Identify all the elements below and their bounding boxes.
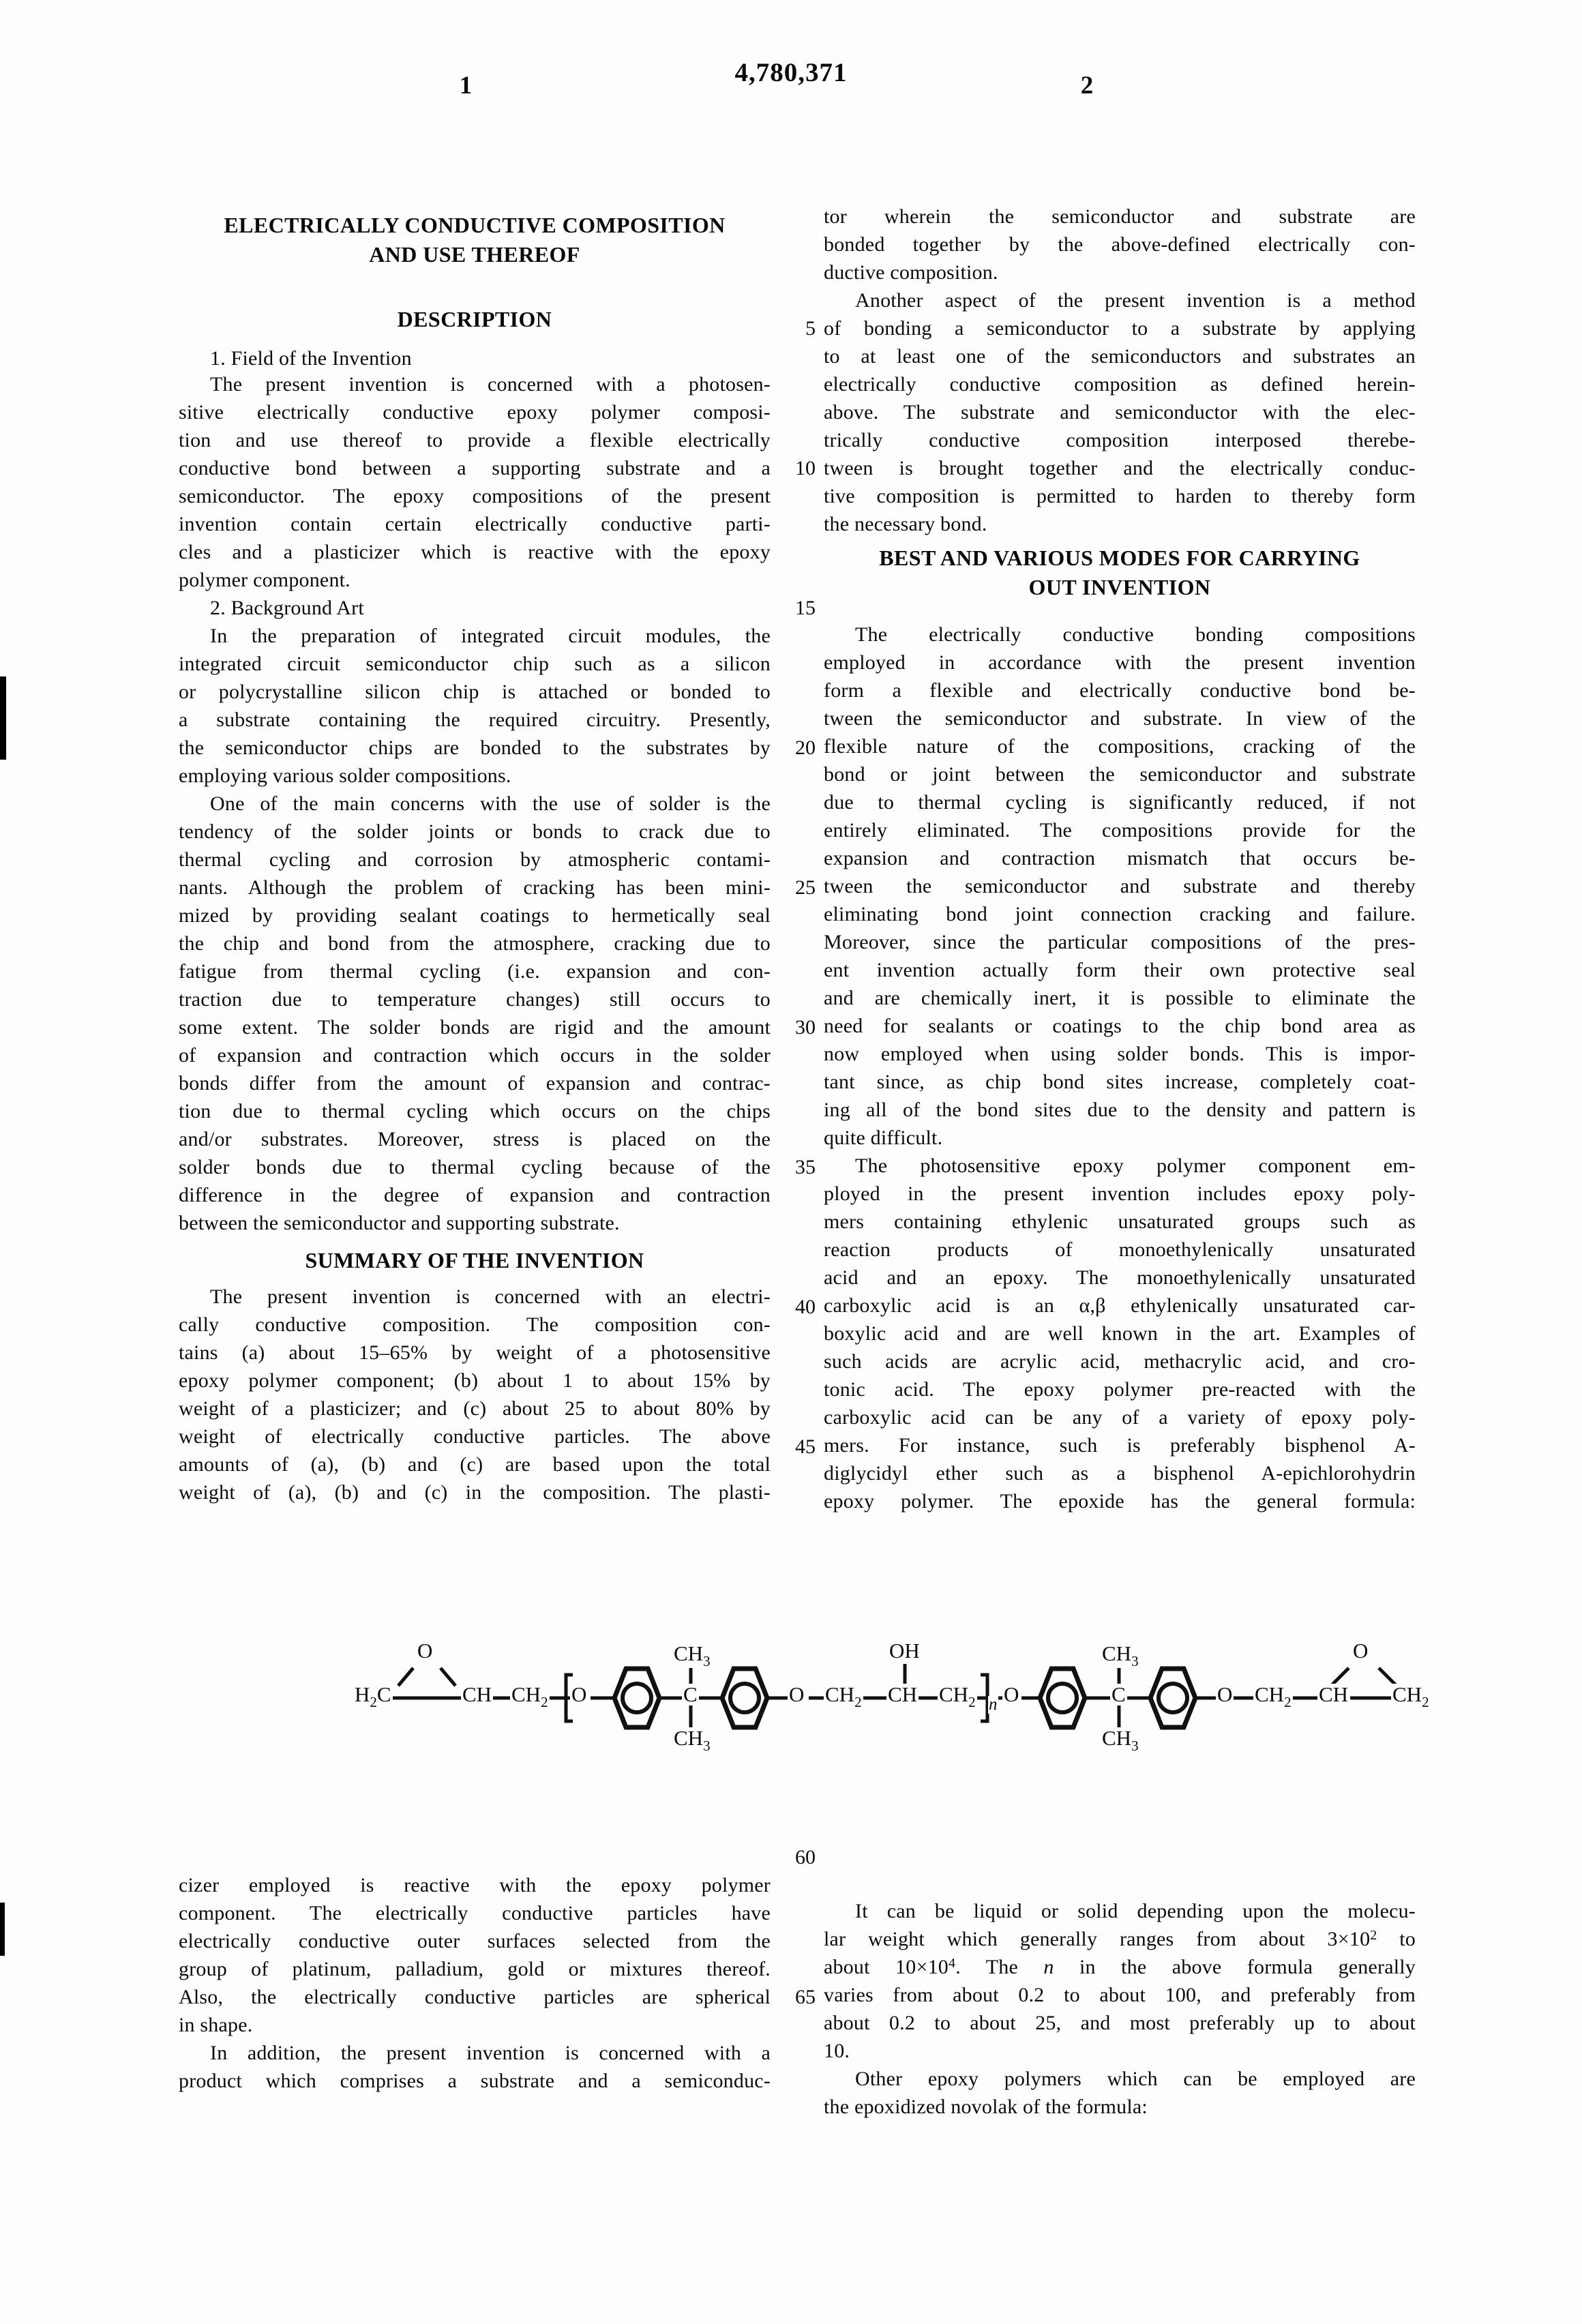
text-line: ent invention actually form their own protective seal: [824, 959, 1416, 981]
text-line: bond or joint between the semiconductor and substrate: [824, 763, 1416, 786]
text-line: semiconductor. The epoxy compositions of the present: [179, 485, 771, 507]
text-line: or polycrystalline silicon chip is attached or bonded to: [179, 681, 771, 703]
column-left-bottom: [179, 0, 771, 2324]
text-line: ductive composition.: [824, 261, 998, 284]
text-line: tonic acid. The epoxy polymer pre-reacted with the: [824, 1378, 1416, 1401]
text-line: tant since, as chip bond sites increase, completely coat-: [824, 1071, 1416, 1093]
text-line: employing various solder compositions.: [179, 764, 511, 787]
text-line: such acids are acrylic acid, methacrylic acid, and cro-: [824, 1350, 1416, 1373]
text-line: difference in the degree of expansion and contraction: [179, 1184, 771, 1206]
paragraph: [179, 2039, 771, 2095]
paragraph: [179, 1871, 771, 2039]
text-line: It can be liquid or solid depending upon the molecu-: [855, 1900, 1416, 1922]
text-line: tween the semiconductor and substrate. In view of the: [824, 707, 1416, 730]
text-line: component. The electrically conductive particles have: [179, 1902, 771, 1924]
text-line: eliminating bond joint connection cracking and failure.: [824, 903, 1416, 925]
text-line: The electrically conductive bonding compositions: [855, 623, 1416, 646]
text-line: due to thermal cycling is significantly reduced, if not: [824, 791, 1416, 814]
text-line: epoxy polymer component; (b) about 1 to about 15% by: [179, 1369, 771, 1392]
text-line: cles and a plasticizer which is reactive with the epoxy: [179, 541, 771, 563]
text-line: about 0.2 to about 25, and most preferably up to about: [824, 2012, 1416, 2034]
text-line: 2. Background Art: [210, 597, 364, 619]
text-line: the necessary bond.: [824, 513, 987, 535]
formula-label: CH: [462, 1682, 492, 1706]
gutter-line-number: 60: [795, 1846, 816, 1868]
text-line: acid and an epoxy. The monoethylenically unsaturated: [824, 1266, 1416, 1289]
column-number-right: 2: [1080, 72, 1094, 100]
text-line: The photosensitive epoxy polymer component em-: [855, 1154, 1416, 1177]
text-line: mized by providing sealant coatings to hermetically seal: [179, 904, 771, 927]
gutter-line-number: 5: [805, 317, 816, 340]
text-line: 1. Field of the Invention: [210, 347, 412, 370]
formula-label: CH: [888, 1682, 918, 1706]
text-line: diglycidyl ether such as a bisphenol A-epichlorohydrin: [824, 1462, 1416, 1485]
gutter-line-number: 10: [795, 457, 816, 479]
text-line: between the semiconductor and supporting substrate.: [179, 1212, 620, 1234]
gutter-line-number: 25: [795, 876, 816, 899]
formula-label: n: [989, 1695, 998, 1714]
text-line: varies from about 0.2 to about 100, and preferably from: [824, 1984, 1416, 2006]
text-line: tween is brought together and the electrically conduc-: [824, 457, 1416, 479]
text-line: integrated circuit semiconductor chip such as a silicon: [179, 653, 771, 675]
formula-label: $CH_3$: [674, 1726, 711, 1754]
text-line: form a flexible and electrically conductive bond be-: [824, 679, 1416, 702]
text-line: nants. Although the problem of cracking has been mini-: [179, 876, 771, 899]
text-line: bonded together by the above-defined electrically con-: [824, 233, 1416, 256]
heading-line: DESCRIPTION: [397, 307, 552, 331]
heading-line: BEST AND VARIOUS MODES FOR CARRYING: [879, 546, 1360, 570]
formula-label: $CH_2$: [1392, 1682, 1429, 1710]
text-line: need for sealants or coatings to the chip bond area as: [824, 1015, 1416, 1037]
text-line: and are chemically inert, it is possible to eliminate the: [824, 987, 1416, 1009]
gutter-line-number: 65: [795, 1986, 816, 2008]
text-line: flexible nature of the compositions, cracking of the: [824, 735, 1416, 758]
paragraph: [824, 2065, 1416, 2121]
text-line: product which comprises a substrate and a semiconduc-: [179, 2070, 771, 2092]
formula-label: $CH_3$: [1102, 1726, 1139, 1754]
text-line: about $10\times 10^4$. The n in the above formula generally: [824, 1956, 1416, 1978]
formula-label: C: [1111, 1682, 1126, 1706]
text-line: a substrate containing the required circuitry. Presently,: [179, 709, 771, 731]
formula-label: O: [1353, 1639, 1369, 1663]
formula-label: CH: [1319, 1682, 1349, 1706]
formula-label: C: [683, 1682, 698, 1706]
text-line: traction due to temperature changes) still occurs to: [179, 988, 771, 1011]
text-line: cizer employed is reactive with the epoxy polymer: [179, 1874, 771, 1896]
text-line: amounts of (a), (b) and (c) are based upon the total: [179, 1453, 771, 1476]
text-line: cally conductive composition. The composition con-: [179, 1313, 771, 1336]
formula-label: $CH_3$: [674, 1641, 711, 1669]
gutter-line-number: 40: [795, 1296, 816, 1318]
formula-label: $CH_2$: [825, 1682, 862, 1710]
text-line: solder bonds due to thermal cycling because of the: [179, 1156, 771, 1178]
formula-label: OH: [889, 1639, 920, 1663]
heading-line: SUMMARY OF THE INVENTION: [305, 1248, 644, 1272]
gutter-line-number: 20: [795, 736, 816, 759]
text-line: ployed in the present invention includes epoxy poly-: [824, 1182, 1416, 1205]
text-line: tor wherein the semiconductor and substrate are: [824, 205, 1416, 228]
text-line: Another aspect of the present invention is a method: [855, 289, 1416, 312]
text-line: the chip and bond from the atmosphere, cracking due to: [179, 932, 771, 955]
formula-label: $CH_2$: [939, 1682, 976, 1710]
text-line: The present invention is concerned with an electri-: [210, 1285, 771, 1308]
formula-label: O: [789, 1682, 805, 1706]
formula-label: $CH_3$: [1102, 1641, 1139, 1669]
gutter-line-number: 35: [795, 1156, 816, 1178]
text-line: lar weight which generally ranges from about $3\times 10^2$ to: [824, 1928, 1416, 1950]
text-line: carboxylic acid can be any of a variety of epoxy poly-: [824, 1406, 1416, 1429]
text-line: weight of a plasticizer; and (c) about 25 to about 80% by: [179, 1397, 771, 1420]
text-line: Other epoxy polymers which can be employed are: [855, 2068, 1416, 2090]
text-line: weight of electrically conductive particles. The above: [179, 1425, 771, 1448]
text-line: the semiconductor chips are bonded to the substrates by: [179, 736, 771, 759]
text-line: tains (a) about 15–65% by weight of a photosensitive: [179, 1341, 771, 1364]
text-line: 10.: [824, 2040, 850, 2062]
paragraph: [824, 1897, 1416, 2065]
text-line: trically conductive composition interposed therebe-: [824, 429, 1416, 451]
text-line: in shape.: [179, 2014, 253, 2036]
heading-line: AND USE THEREOF: [369, 242, 580, 267]
formula-label: O: [417, 1639, 433, 1663]
patent-number: 4,780,371: [734, 58, 848, 87]
gutter-line-number: 45: [795, 1435, 816, 1458]
text-line: invention contain certain electrically conductive parti-: [179, 513, 771, 535]
text-line: sitive electrically conductive epoxy polymer composi-: [179, 401, 771, 423]
text-line: some extent. The solder bonds are rigid and the amount: [179, 1016, 771, 1039]
text-line: employed in accordance with the present invention: [824, 651, 1416, 674]
text-line: electrically conductive composition as defined herein-: [824, 373, 1416, 396]
text-line: mers. For instance, such is preferably bisphenol A-: [824, 1434, 1416, 1457]
text-line: One of the main concerns with the use of solder is the: [210, 792, 771, 815]
formula-label: $H_2C$: [355, 1682, 391, 1710]
heading-line: ELECTRICALLY CONDUCTIVE COMPOSITION: [224, 213, 726, 237]
text-line: entirely eliminated. The compositions provide for the: [824, 819, 1416, 841]
text-line: carboxylic acid is an α,β ethylenically unsaturated car-: [824, 1294, 1416, 1317]
text-line: boxylic acid and are well known in the art. Examples of: [824, 1322, 1416, 1345]
text-line: thermal cycling and corrosion by atmospheric contami-: [179, 848, 771, 871]
column-number-left: 1: [459, 72, 473, 100]
text-line: In the preparation of integrated circuit modules, the: [210, 625, 771, 647]
formula-label: $CH_2$: [1255, 1682, 1292, 1710]
text-line: The present invention is concerned with a photosen-: [210, 373, 771, 396]
text-line: tendency of the solder joints or bonds to crack due to: [179, 820, 771, 843]
text-line: mers containing ethylenic unsaturated groups such as: [824, 1210, 1416, 1233]
formula-label: O: [1004, 1682, 1019, 1706]
text-line: of expansion and contraction which occurs in the solder: [179, 1044, 771, 1067]
text-line: quite difficult.: [824, 1127, 943, 1149]
text-line: tion due to thermal cycling which occurs on the chips: [179, 1100, 771, 1122]
text-line: tive composition is permitted to harden to thereby form: [824, 485, 1416, 507]
text-line: ing all of the bond sites due to the density and pattern is: [824, 1099, 1416, 1121]
text-line: In addition, the present invention is concerned with a: [210, 2042, 771, 2064]
formula-label: O: [1217, 1682, 1233, 1706]
text-line: the epoxidized novolak of the formula:: [824, 2096, 1148, 2118]
text-line: weight of (a), (b) and (c) in the composition. The plasti-: [179, 1481, 771, 1504]
text-line: now employed when using solder bonds. This is impor-: [824, 1043, 1416, 1065]
heading-line: OUT INVENTION: [1028, 575, 1211, 599]
text-line: fatigue from thermal cycling (i.e. expansion and con-: [179, 960, 771, 983]
text-line: Also, the electrically conductive particles are spherical: [179, 1986, 771, 2008]
gutter-line-number: 15: [795, 597, 816, 619]
text-line: tween the semiconductor and substrate and thereby: [824, 875, 1416, 897]
text-line: group of platinum, palladium, gold or mixtures thereof.: [179, 1958, 771, 1980]
text-line: expansion and contraction mismatch that occurs be-: [824, 847, 1416, 869]
column-right-bottom: [824, 0, 1416, 2324]
text-line: conductive bond between a supporting substrate and a: [179, 457, 771, 479]
text-line: to at least one of the semiconductors and substrates an: [824, 345, 1416, 368]
text-line: above. The substrate and semiconductor with the elec-: [824, 401, 1416, 423]
text-line: polymer component.: [179, 569, 350, 591]
text-line: reaction products of monoethylenically unsaturated: [824, 1238, 1416, 1261]
formula-label: O: [571, 1682, 587, 1706]
text-line: bonds differ from the amount of expansion and contrac-: [179, 1072, 771, 1094]
text-line: epoxy polymer. The epoxide has the general formula:: [824, 1490, 1416, 1513]
text-line: Moreover, since the particular compositions of the pres-: [824, 931, 1416, 953]
text-line: tion and use thereof to provide a flexible electrically: [179, 429, 771, 451]
text-line: electrically conductive outer surfaces selected from the: [179, 1930, 771, 1952]
text-line: and/or substrates. Moreover, stress is placed on the: [179, 1128, 771, 1150]
formula-label: $CH_2$: [511, 1682, 548, 1710]
text-line: of bonding a semiconductor to a substrate by applying: [824, 317, 1416, 340]
gutter-line-number: 30: [795, 1016, 816, 1039]
